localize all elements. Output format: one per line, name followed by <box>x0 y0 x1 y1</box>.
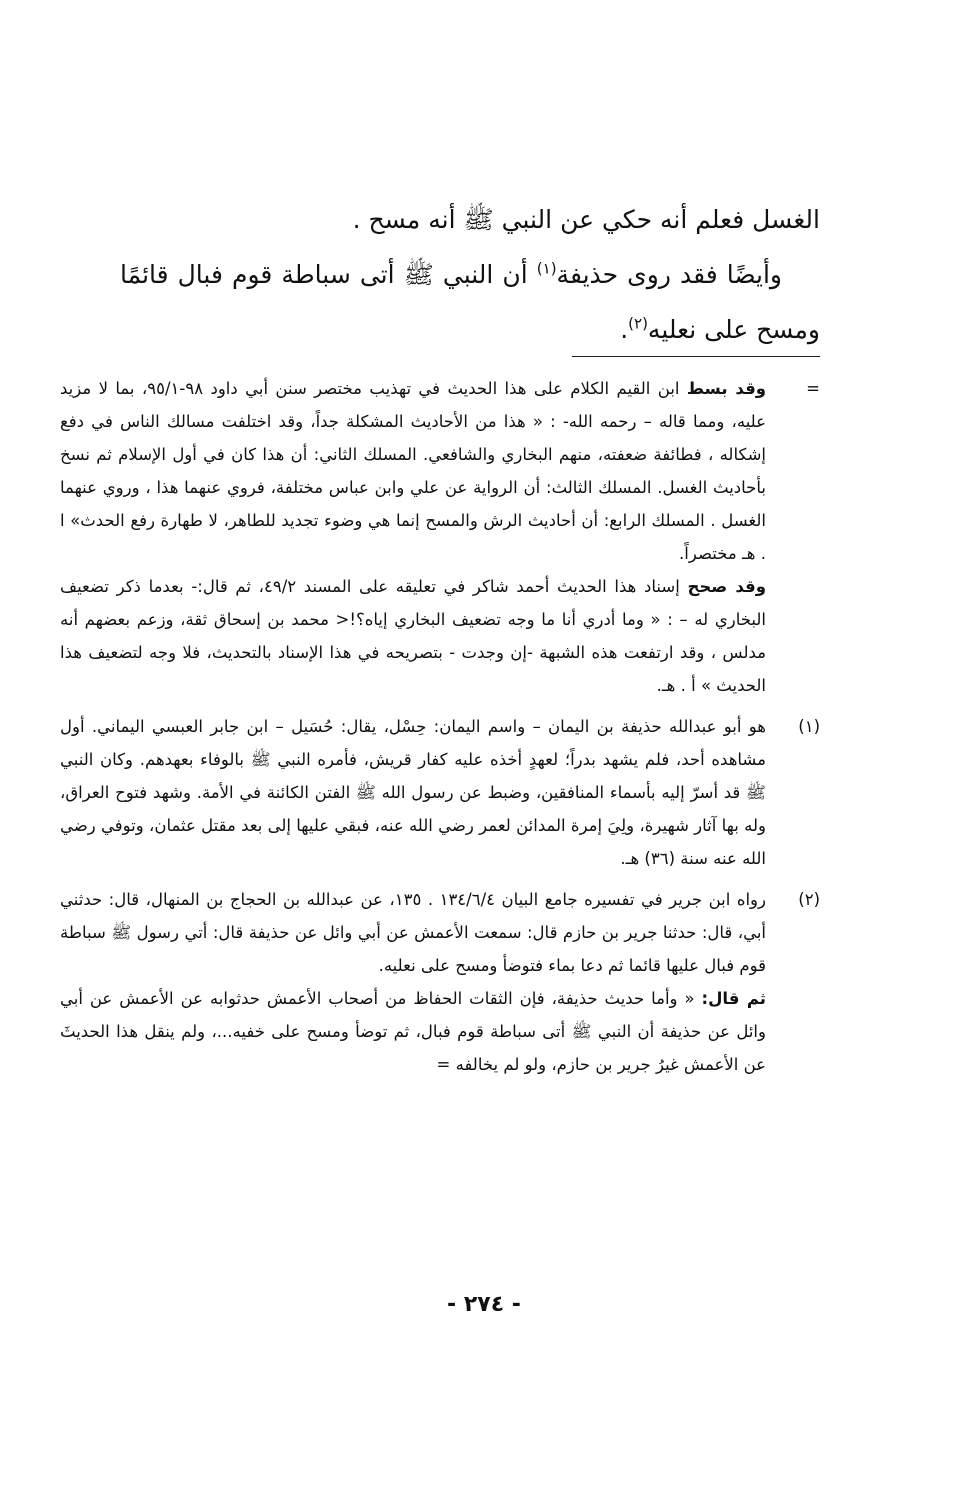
footnote-1-number: (١) <box>798 717 820 736</box>
main-paragraph-2-end: . <box>620 315 629 344</box>
footnote-2-p2-lead: ثم قال: <box>701 989 766 1008</box>
footnote-continuation <box>60 372 820 702</box>
footnote-2-number: (٢) <box>798 890 820 909</box>
continuation-p2-text: إسناد هذا الحديث أحمد شاكر في تعليقه على المسند ٤٩/٢، ثم قال:- بعدما ذكر تضعيف البخاري له – : « وما أدري أنا ما وجه تضعيف البخاري إياه؟!< محمد بن إسحاق ثقة، وزعم بعضهم أنه مدلس ، وقد ارتفعت هذه الشبهة -إن وجدت - بتصريحه في هذا الإسناد بالتحديث، فلا وجه لتضعيف هذا الحديث » أ . هـ. <box>60 577 766 695</box>
main-text <box>120 192 820 357</box>
footnote-separator <box>572 356 820 357</box>
footnote-2-paragraph-2 <box>60 982 766 1081</box>
continuation-p2-lead: وقد صحح <box>687 577 766 596</box>
main-paragraph-2-body: أن النبي ﷺ أتى سباطة قوم فبال قائمًا ومسح على نعليه <box>120 260 820 344</box>
footnote-1 <box>60 710 820 875</box>
main-paragraph-1: الغسل فعلم أنه حكي عن النبي ﷺ أنه مسح . <box>352 205 820 234</box>
continuation-p1-text: ابن القيم الكلام على هذا الحديث في تهذيب مختصر سنن أبي داود ٩٨-٩٥/١، بما لا مزيد عليه، ومما قاله – رحمه الله- : « هذا من الأحاديث المشكلة جداً، وقد اختلفت مسالك الناس في دفع إشكاله ، فطائفة ضعفته، منهم البخاري والشافعي. المسلك الثاني: أن هذا كان في أول الإسلام ثم نسخ بأحاديث الغسل. المسلك الثالث: أن الرواية عن علي وابن عباس مختلفة، فروي عنهما هذا ، وروي عنهما الغسل . المسلك الرابع: أن أحاديث الرش والمسح إنما هي وضوء تجديد للطاهر، لا طهارة رفع الحدث» ا . هـ مختصراً. <box>60 379 766 563</box>
footnotes-section <box>60 372 820 1081</box>
continuation-paragraph-2 <box>60 570 766 702</box>
footnote-2-p2-text: « وأما حديث حذيفة، فإن الثقات الحفاظ من أصحاب الأعمش حدثوابه عن الأعمش عن أبي وائل عن حذيفة أن النبي ﷺ أتى سباطة قوم فبال، ثم توضأ ومسح على خفيه...، ولم ينقل هذا الحديثَ عن الأعمش غيرُ جرير بن حازم، ولو لم يخالفه = <box>60 989 766 1074</box>
footnote-2 <box>60 883 820 1081</box>
continuation-marker: = <box>806 379 820 398</box>
continuation-paragraph-1 <box>60 372 766 570</box>
footnote-2-paragraph-1: رواه ابن جرير في تفسيره جامع البيان ١٣٤/٦/٤ . ١٣٥، عن عبدالله بن الحجاج بن المنهال، قال: حدثني أبي، قال: حدثنا جرير بن حازم قال: سمعت الأعمش عن أبي وائل عن حذيفة قال: أتي رسول ﷺ سباطة قوم فبال عليها قائما ثم دعا بماء فتوضأ ومسح على نعليه. <box>60 890 766 975</box>
main-paragraph-2-start: وأيضًا فقد روى حذيفة <box>556 260 782 289</box>
footnote-ref-2: (٢) <box>628 314 648 333</box>
page-number: - ٢٧٤ - <box>447 1292 521 1317</box>
main-paragraph-2 <box>120 247 820 357</box>
footnote-ref-1: (١) <box>536 259 557 278</box>
continuation-p1-lead: وقد بسط <box>686 379 767 398</box>
footnote-1-text: هو أبو عبدالله حذيفة بن اليمان – واسم اليمان: حِسْل، يقال: حُسَيل – ابن جابر العبسي اليماني. أول مشاهده أحد، فلم يشهد بدراً؛ لعهدٍ أخذه عليه كفار قريش، فأمره النبي ﷺ بالوفاء بعهدهم. وكان النبي ﷺ قد أسرّ إليه بأسماء المنافقين، وضبط عن رسول الله ﷺ الفتن الكائنة في الأمة. وشهد فتوح العراق، وله بها آثار شهيرة، ولِيَ إمرة المدائن لعمر رضي الله عنه، فبقي عليها إلى بعد مقتل عثمان، وتوفي رضي الله عنه سنة (٣٦) هـ. <box>60 717 766 868</box>
